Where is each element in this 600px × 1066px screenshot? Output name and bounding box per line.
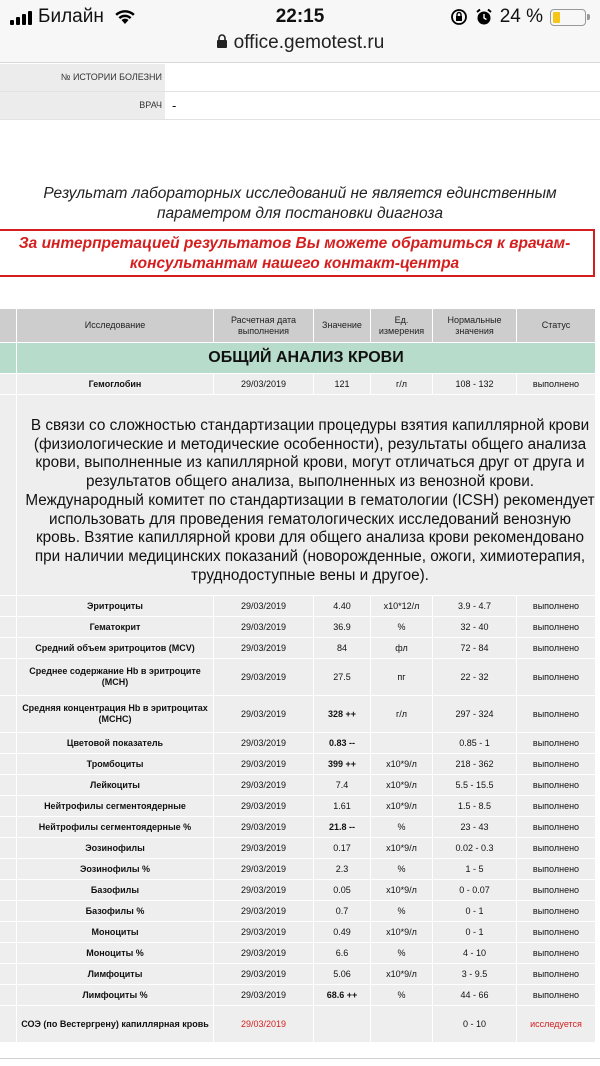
test-units (371, 1006, 433, 1043)
row-edge (0, 638, 17, 659)
history-row (0, 64, 600, 92)
test-name: Лейкоциты (17, 775, 214, 796)
test-status: выполнено (517, 985, 596, 1006)
row-edge (0, 838, 17, 859)
test-status: выполнено (517, 859, 596, 880)
test-status: выполнено (517, 796, 596, 817)
alarm-icon (475, 8, 493, 26)
status-bar (0, 0, 600, 63)
test-value: 0.49 (314, 922, 371, 943)
test-value: 0.7 (314, 901, 371, 922)
test-value: 328 ++ (314, 696, 371, 733)
test-name: Среднее содержание Hb в эритроците (MCH) (17, 659, 214, 696)
test-value: 2.3 (314, 859, 371, 880)
test-normal-range: 108 - 132 (433, 374, 517, 395)
test-normal-range: 72 - 84 (433, 638, 517, 659)
test-normal-range: 0.85 - 1 (433, 733, 517, 754)
test-name: СОЭ (по Вестергрену) капиллярная кровь (17, 1006, 214, 1043)
table-row (0, 838, 596, 859)
rotation-lock-icon (450, 8, 468, 26)
test-normal-range: 0 - 1 (433, 922, 517, 943)
table-row (0, 943, 596, 964)
section-edge (0, 343, 17, 374)
carrier-name: Билайн (38, 6, 104, 27)
row-edge (0, 901, 17, 922)
test-date: 29/03/2019 (214, 733, 314, 754)
test-normal-range: 0 - 1 (433, 901, 517, 922)
test-normal-range: 297 - 324 (433, 696, 517, 733)
test-name: Эозинофилы % (17, 859, 214, 880)
test-status: выполнено (517, 754, 596, 775)
table-row (0, 638, 596, 659)
test-name: Гематокрит (17, 617, 214, 638)
test-value: 84 (314, 638, 371, 659)
row-edge (0, 1006, 17, 1043)
test-status: выполнено (517, 964, 596, 985)
test-normal-range: 23 - 43 (433, 817, 517, 838)
capillary-blood-notice: В связи со сложностью стандартизации процедуры взятия капиллярной крови (физиологические и методические особенности), результаты общего анализа крови, выполненные из капиллярной крови, могут отличаться друг от друга и результатов общего анализа, выполненных из венозной крови. Международный комитет по стандартизации в гематологии (ICSH) рекомендует использовать для проведения гематологических исследований венозную кровь. Взятие капиллярной крови для общего анализа крови рекомендовано при наличии медицинских показаний (новорожденные, ожоги, химиотерапия, труднодоступные вены и другое). (17, 395, 596, 596)
test-value: 36.9 (314, 617, 371, 638)
table-row (0, 922, 596, 943)
test-status: выполнено (517, 374, 596, 395)
test-units: x10*9/л (371, 754, 433, 775)
table-row (0, 880, 596, 901)
test-value: 0.17 (314, 838, 371, 859)
test-status: выполнено (517, 659, 596, 696)
header-units: Ед. измерения (371, 309, 433, 343)
section-title: ОБЩИЙ АНАЛИЗ КРОВИ (17, 343, 596, 374)
header-normal: Нормальные значения (433, 309, 517, 343)
test-value: 4.40 (314, 596, 371, 617)
table-row (0, 617, 596, 638)
row-edge (0, 859, 17, 880)
test-units: фл (371, 638, 433, 659)
test-units: г/л (371, 374, 433, 395)
table-row (0, 901, 596, 922)
test-units (371, 733, 433, 754)
test-units: % (371, 943, 433, 964)
address-bar[interactable] (0, 32, 600, 54)
table-row (0, 817, 596, 838)
test-value: 399 ++ (314, 754, 371, 775)
test-units: % (371, 859, 433, 880)
table-row (0, 859, 596, 880)
test-date: 29/03/2019 (214, 754, 314, 775)
disclaimer-note: Результат лабораторных исследований не является единственным параметром для постановки диагноза (43, 185, 557, 222)
test-name: Базофилы % (17, 901, 214, 922)
row-edge (0, 880, 17, 901)
row-edge (0, 985, 17, 1006)
test-date: 29/03/2019 (214, 374, 314, 395)
notice-edge (0, 395, 17, 596)
table-row (0, 374, 596, 395)
test-date: 29/03/2019 (214, 964, 314, 985)
test-normal-range: 4 - 10 (433, 943, 517, 964)
test-status: выполнено (517, 696, 596, 733)
row-edge (0, 754, 17, 775)
doctor-value: - (172, 98, 177, 113)
test-name: Цветовой показатель (17, 733, 214, 754)
row-edge (0, 696, 17, 733)
test-normal-range: 44 - 66 (433, 985, 517, 1006)
test-name: Моноциты (17, 922, 214, 943)
test-value: 0.83 -- (314, 733, 371, 754)
test-normal-range: 22 - 32 (433, 659, 517, 696)
battery-icon (550, 9, 586, 26)
row-edge (0, 817, 17, 838)
test-date: 29/03/2019 (214, 922, 314, 943)
table-row (0, 985, 596, 1006)
test-units: x10*9/л (371, 796, 433, 817)
test-units: г/л (371, 696, 433, 733)
test-units: x10*12/л (371, 596, 433, 617)
row-edge (0, 596, 17, 617)
doctor-row (0, 92, 600, 120)
test-name: Лимфоциты (17, 964, 214, 985)
clock: 22:15 (275, 6, 325, 27)
test-units: x10*9/л (371, 775, 433, 796)
test-date: 29/03/2019 (214, 817, 314, 838)
test-value (314, 1006, 371, 1043)
results-table (0, 308, 596, 1043)
test-name: Эритроциты (17, 596, 214, 617)
table-row (0, 796, 596, 817)
test-normal-range: 32 - 40 (433, 617, 517, 638)
test-date: 29/03/2019 (214, 696, 314, 733)
test-date: 29/03/2019 (214, 880, 314, 901)
test-status: выполнено (517, 922, 596, 943)
test-units: пг (371, 659, 433, 696)
table-row (0, 659, 596, 696)
test-date: 29/03/2019 (214, 775, 314, 796)
table-header (0, 309, 596, 343)
test-date: 29/03/2019 (214, 859, 314, 880)
row-edge (0, 374, 17, 395)
test-normal-range: 1 - 5 (433, 859, 517, 880)
test-units: x10*9/л (371, 838, 433, 859)
doctor-label: ВРАЧ (0, 92, 165, 119)
test-date: 29/03/2019 (214, 943, 314, 964)
header-study: Исследование (17, 309, 214, 343)
test-name: Моноциты % (17, 943, 214, 964)
url-text: office.gemotest.ru (233, 32, 385, 53)
test-value: 7.4 (314, 775, 371, 796)
test-date: 29/03/2019 (214, 796, 314, 817)
test-name: Базофилы (17, 880, 214, 901)
row-edge (0, 922, 17, 943)
test-date: 29/03/2019 (214, 901, 314, 922)
contact-note: За интерпретацией результатов Вы можете обратиться к врачам-консультантам нашего контакт-центра (0, 229, 595, 277)
test-units: x10*9/л (371, 880, 433, 901)
notice-row (0, 395, 596, 596)
table-row (0, 754, 596, 775)
row-edge (0, 617, 17, 638)
test-value: 1.61 (314, 796, 371, 817)
test-value: 68.6 ++ (314, 985, 371, 1006)
test-units: x10*9/л (371, 922, 433, 943)
table-row (0, 596, 596, 617)
test-name: Средний объем эритроцитов (MCV) (17, 638, 214, 659)
test-status: исследуется (517, 1006, 596, 1043)
test-normal-range: 3.9 - 4.7 (433, 596, 517, 617)
header-value: Значение (314, 309, 371, 343)
test-units: x10*9/л (371, 964, 433, 985)
row-edge (0, 964, 17, 985)
test-normal-range: 3 - 9.5 (433, 964, 517, 985)
section-row (0, 343, 596, 374)
row-edge (0, 943, 17, 964)
test-status: выполнено (517, 901, 596, 922)
test-name: Лимфоциты % (17, 985, 214, 1006)
test-date: 29/03/2019 (214, 659, 314, 696)
test-name: Нейтрофилы сегментоядерные % (17, 817, 214, 838)
divider (0, 1058, 600, 1059)
test-units: % (371, 817, 433, 838)
test-status: выполнено (517, 838, 596, 859)
history-label: № ИСТОРИИ БОЛЕЗНИ (0, 64, 165, 91)
table-row (0, 1006, 596, 1043)
test-value: 121 (314, 374, 371, 395)
test-normal-range: 0 - 0.07 (433, 880, 517, 901)
test-status: выполнено (517, 943, 596, 964)
test-units: % (371, 617, 433, 638)
table-row (0, 733, 596, 754)
test-value: 21.8 -- (314, 817, 371, 838)
table-row (0, 964, 596, 985)
test-value: 5.06 (314, 964, 371, 985)
test-status: выполнено (517, 617, 596, 638)
test-status: выполнено (517, 880, 596, 901)
header-date: Расчетная дата выполнения (214, 309, 314, 343)
test-name: Тромбоциты (17, 754, 214, 775)
test-status: выполнено (517, 596, 596, 617)
test-name: Нейтрофилы сегментоядерные (17, 796, 214, 817)
test-date: 29/03/2019 (214, 1006, 314, 1043)
row-edge (0, 659, 17, 696)
test-date: 29/03/2019 (214, 638, 314, 659)
test-status: выполнено (517, 817, 596, 838)
row-edge (0, 775, 17, 796)
table-row (0, 775, 596, 796)
lock-icon (216, 34, 228, 49)
test-date: 29/03/2019 (214, 617, 314, 638)
test-name: Средняя концентрация Hb в эритроцитах (MCHC) (17, 696, 214, 733)
test-date: 29/03/2019 (214, 985, 314, 1006)
test-name: Эозинофилы (17, 838, 214, 859)
test-date: 29/03/2019 (214, 596, 314, 617)
header-status: Статус (517, 309, 596, 343)
test-value: 27.5 (314, 659, 371, 696)
battery-percent: 24 % (499, 6, 543, 27)
header-edge (0, 309, 17, 343)
row-edge (0, 796, 17, 817)
test-status: выполнено (517, 733, 596, 754)
test-status: выполнено (517, 775, 596, 796)
test-normal-range: 1.5 - 8.5 (433, 796, 517, 817)
test-status: выполнено (517, 638, 596, 659)
test-value: 6.6 (314, 943, 371, 964)
test-value: 0.05 (314, 880, 371, 901)
table-row (0, 696, 596, 733)
test-units: % (371, 985, 433, 1006)
test-normal-range: 5.5 - 15.5 (433, 775, 517, 796)
test-date: 29/03/2019 (214, 838, 314, 859)
test-normal-range: 0 - 10 (433, 1006, 517, 1043)
test-normal-range: 0.02 - 0.3 (433, 838, 517, 859)
test-name: Гемоглобин (17, 374, 214, 395)
test-units: % (371, 901, 433, 922)
row-edge (0, 733, 17, 754)
status-icons (450, 6, 586, 28)
test-normal-range: 218 - 362 (433, 754, 517, 775)
